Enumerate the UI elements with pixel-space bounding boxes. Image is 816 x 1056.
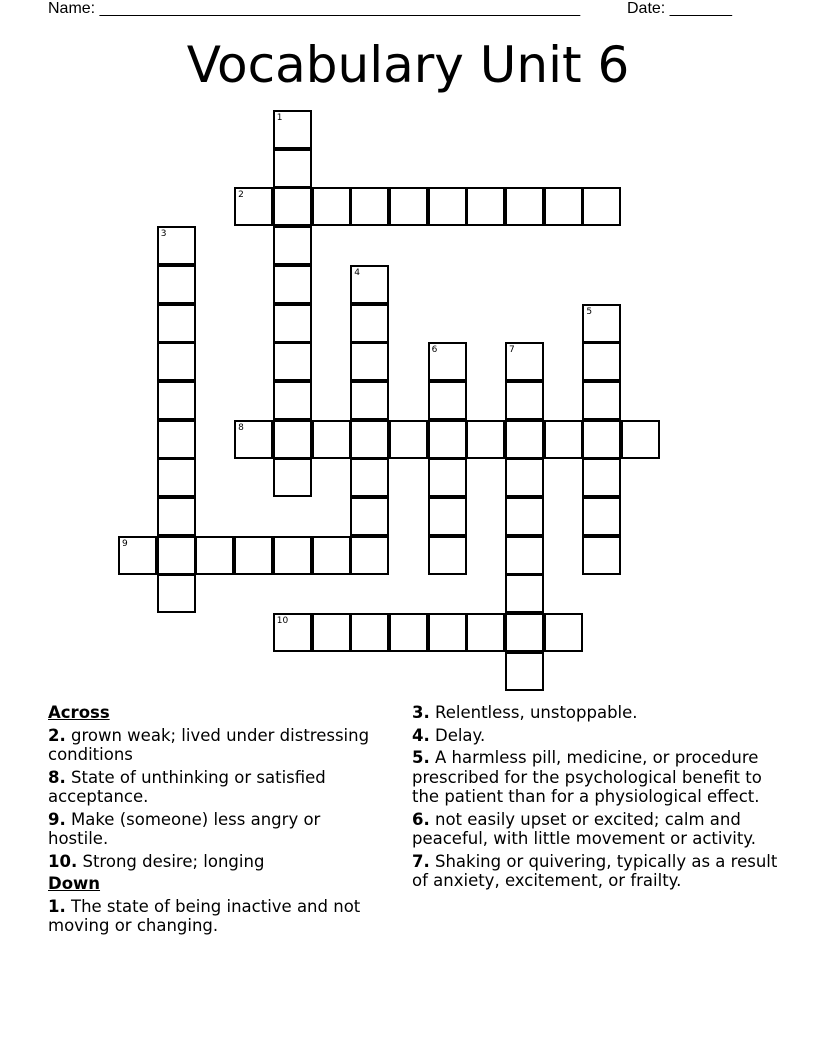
clue-across-8: 8. State of unthinking or satisfied acceptance. [48,767,326,806]
grid-cell[interactable] [544,420,583,459]
across-heading: Across [48,703,110,722]
grid-cell[interactable] [505,536,544,575]
date-field[interactable]: Date: _______ [627,0,732,17]
grid-cell[interactable] [312,420,351,459]
grid-cell[interactable] [157,265,196,304]
grid-cell[interactable] [505,342,544,381]
grid-cell[interactable] [273,226,312,265]
grid-cell[interactable] [273,304,312,343]
grid-cell[interactable] [389,420,428,459]
grid-cell[interactable] [428,458,467,497]
clues-column-right [412,703,782,894]
grid-cell[interactable] [273,187,312,226]
grid-cell[interactable] [157,536,196,575]
clue-number: 8 [238,422,244,433]
grid-cell[interactable] [389,613,428,652]
grid-cell[interactable] [273,110,312,149]
clues-column-left [48,703,378,939]
grid-cell[interactable] [505,420,544,459]
name-field[interactable]: Name: ______________________________________________________ [48,0,581,17]
clue-down-5: 5. A harmless pill, medicine, or procedure prescribed for the psychological benefit to the patient than for a physiological effect. [412,748,762,806]
grid-cell[interactable] [582,381,621,420]
grid-cell[interactable] [505,574,544,613]
page-title: Vocabulary Unit 6 [186,36,630,94]
grid-cell[interactable] [582,458,621,497]
clue-number: 2 [238,190,244,201]
grid-cell[interactable] [157,342,196,381]
grid-cell[interactable] [505,613,544,652]
clue-down-4: 4. Delay. [412,725,486,745]
grid-cell[interactable] [505,652,544,691]
grid-cell[interactable] [350,420,389,459]
grid-cell[interactable] [118,536,157,575]
grid-cell[interactable] [273,265,312,304]
grid-cell[interactable] [273,149,312,188]
clue-number: 6 [431,345,438,356]
grid-cell[interactable] [273,342,312,381]
grid-cell[interactable] [157,420,196,459]
grid-cell[interactable] [428,613,467,652]
clue-across-2: 2. grown weak; lived under distressing conditions [48,725,370,764]
grid-cell[interactable] [428,536,467,575]
grid-cell[interactable] [428,187,467,226]
grid-cell[interactable] [466,613,505,652]
clue-down-7: 7. Shaking or quivering, typically as a result of anxiety, excitement, or frailty. [412,851,778,890]
down-heading: Down [48,874,101,893]
grid-cell[interactable] [582,420,621,459]
grid-cell[interactable] [312,613,351,652]
clue-number: 9 [122,538,128,549]
grid-cell[interactable] [466,187,505,226]
grid-cell[interactable] [157,497,196,536]
grid-cell[interactable] [234,187,273,226]
grid-cell[interactable] [389,187,428,226]
grid-cell[interactable] [582,304,621,343]
grid-cell[interactable] [350,187,389,226]
grid-cell[interactable] [350,458,389,497]
clue-down-1: 1. The state of being inactive and not moving or changing. [48,896,361,935]
grid-cell[interactable] [157,381,196,420]
grid-cell[interactable] [350,304,389,343]
grid-cell[interactable] [505,497,544,536]
clue-down-3: 3. Relentless, unstoppable. [412,703,638,722]
grid-cell[interactable] [621,420,660,459]
clue-across-10: 10. Strong desire; longing [48,851,265,871]
clue-across-9: 9. Make (someone) less angry or hostile. [48,809,321,848]
clue-number: 3 [160,229,167,240]
clue-number: 7 [509,345,515,356]
clue-number: 1 [276,113,283,123]
grid-cell[interactable] [234,536,273,575]
grid-cell[interactable] [273,420,312,459]
grid-cell[interactable] [157,458,196,497]
grid-cell[interactable] [544,187,583,226]
grid-cell[interactable] [428,497,467,536]
grid-cell[interactable] [273,458,312,497]
grid-cell[interactable] [428,342,467,381]
grid-cell[interactable] [582,342,621,381]
grid-cell[interactable] [273,613,312,652]
grid-cell[interactable] [157,574,196,613]
grid-cell[interactable] [273,381,312,420]
grid-cell[interactable] [582,187,621,226]
grid-cell[interactable] [466,420,505,459]
grid-cell[interactable] [350,342,389,381]
grid-cell[interactable] [350,536,389,575]
grid-cell[interactable] [350,497,389,536]
grid-cell[interactable] [273,536,312,575]
grid-cell[interactable] [157,226,196,265]
grid-cell[interactable] [350,613,389,652]
grid-cell[interactable] [195,536,234,575]
clue-number: 10 [276,616,289,627]
clue-down-6: 6. not easily upset or excited; calm and peaceful, with little movement or activity. [412,809,756,848]
grid-cell[interactable] [157,304,196,343]
grid-cell[interactable] [582,536,621,575]
grid-cell[interactable] [234,420,273,459]
grid-cell[interactable] [582,497,621,536]
grid-cell[interactable] [428,381,467,420]
grid-cell[interactable] [312,536,351,575]
grid-cell[interactable] [505,187,544,226]
grid-cell[interactable] [312,187,351,226]
clue-number: 4 [354,267,360,278]
grid-cell[interactable] [505,458,544,497]
clue-number: 5 [586,306,593,317]
grid-cell[interactable] [350,265,389,304]
grid-cell[interactable] [428,420,467,459]
grid-cell[interactable] [505,381,544,420]
grid-cell[interactable] [350,381,389,420]
grid-cell[interactable] [544,613,583,652]
